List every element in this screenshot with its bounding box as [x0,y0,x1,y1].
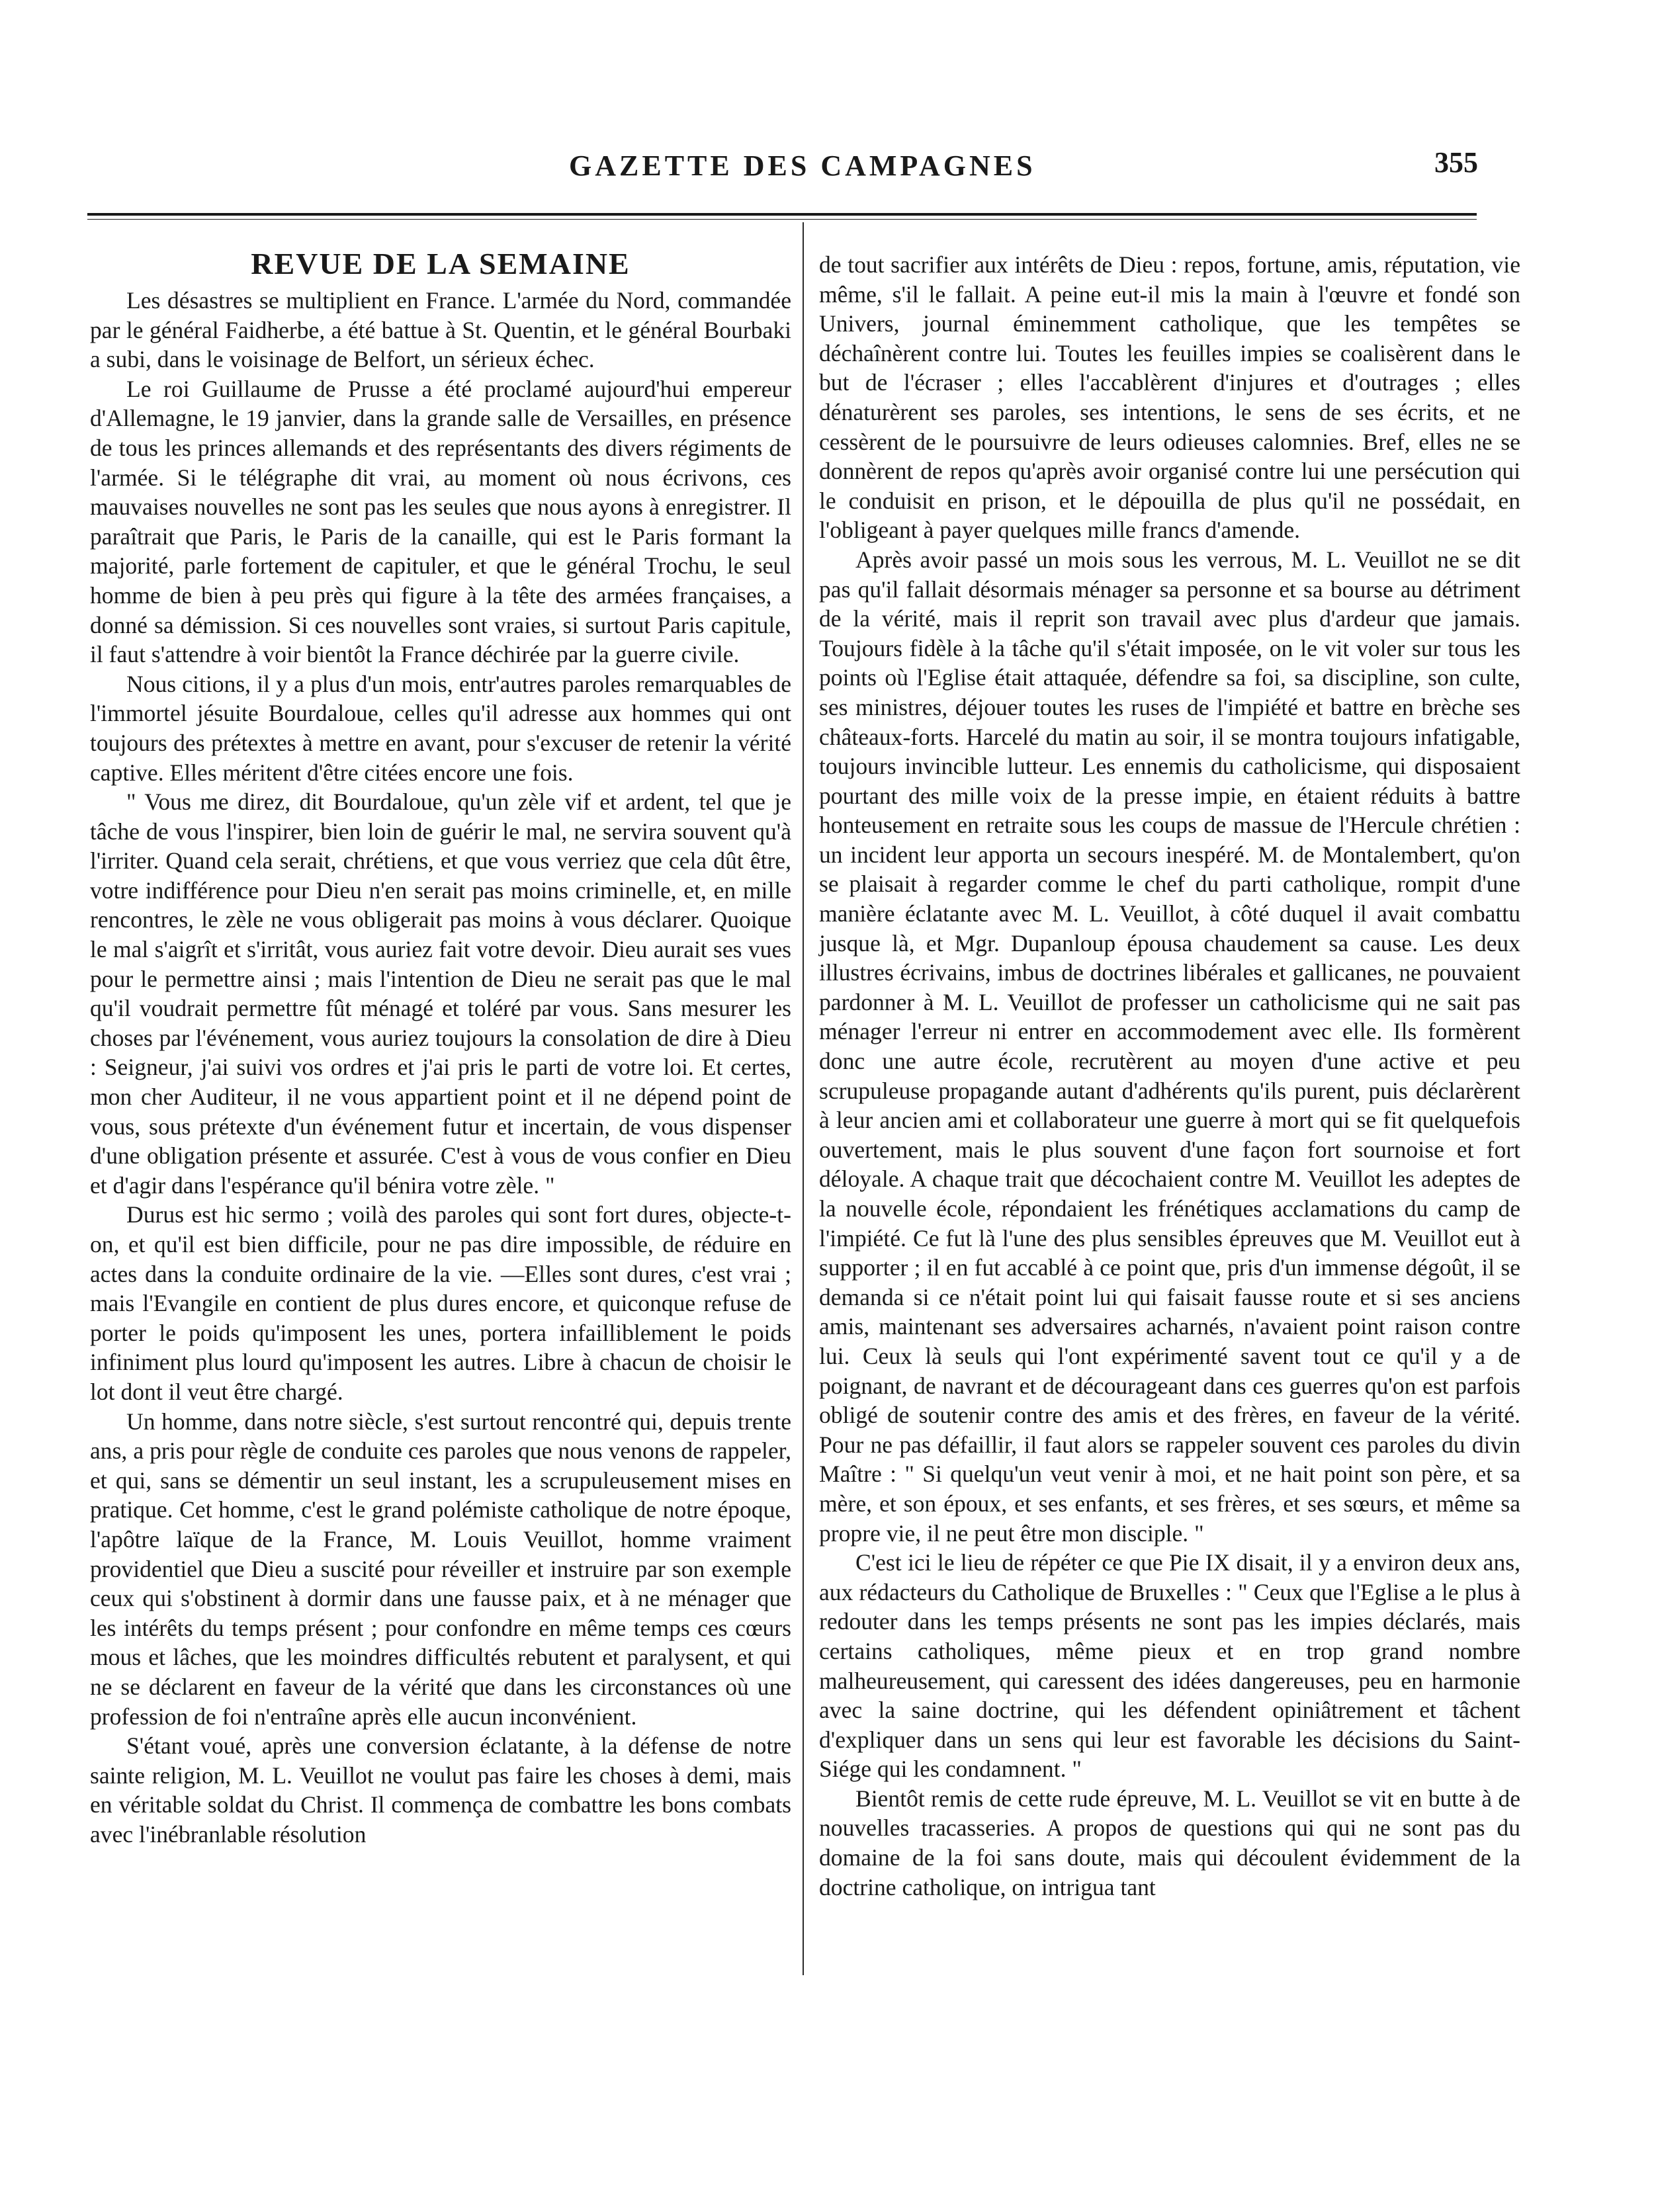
page-number: 355 [1434,146,1478,179]
right-column [819,250,1520,1902]
paragraph: " Vous me direz, dit Bourdaloue, qu'un zèle vif et ardent, tel que je tâche de vous l'inspirer, bien loin de guérir le mal, ne servira souvent qu'à l'irriter. Quand cela serait, chrétiens, et que vous verriez que cela dût être, votre indifférence pour Dieu n'en serait pas moins criminelle, et, en mille rencontres, le zèle ne vous obligerait pas moins à vous déclarer. Quoique le mal s'aigrît et s'irritât, vous auriez fait votre devoir. Dieu aurait ses vues pour le permettre ainsi ; mais l'intention de Dieu ne serait pas que le mal qu'il voudrait permettre fût ménagé et toléré par vous. Sans mesurer les choses par l'événement, vous auriez toujours la consolation de dire à Dieu : Seigneur, j'ai suivi vos ordres et j'ai pris le parti de votre loi. Et certes, mon cher Auditeur, il ne vous appartient point et il ne dépend point de vous, sous prétexte d'un événement futur et incertain, de vous dispenser d'une obligation présente et assurée. C'est à vous de vous confier en Dieu et d'agir dans l'espérance qu'il bénira votre zèle. " [90,788,791,1199]
paragraph: de tout sacrifier aux intérêts de Dieu : repos, fortune, amis, réputation, vie même, s'il le fallait. A peine eut-il mis la main à l'œuvre et fondé son Univers, journal éminemment catholique, que les tempêtes se déchaînèrent contre lui. Toutes les feuilles impies se coalisèrent dans le but de l'écraser ; elles l'accablèrent d'injures et d'outrages ; elles dénaturèrent ses paroles, ses intentions, le sens de ses écrits, et ne cessèrent de le poursuivre de leurs odieuses calomnies. Bref, elles ne se donnèrent de repos qu'après avoir organisé contre lui une persécution qui le conduisit en prison, et le dépouilla de plus qu'il ne possédait, en l'obligeant à payer quelques mille francs d'amende. [819,251,1520,544]
paragraph: Les désastres se multiplient en France. L'armée du Nord, commandée par le général Faidherbe, a été battue à St. Quentin, et le général Bourbaki a subi, dans le voisinage de Belfort, un sérieux échec. [90,287,791,373]
section-title: REVUE DE LA SEMAINE [251,247,631,280]
column-divider [803,222,804,1975]
paragraph: Le roi Guillaume de Prusse a été proclamé aujourd'hui empereur d'Allemagne, le 19 janvier, dans la grande salle de Versailles, en présence de tous les princes allemands et des représentants des divers régiments de l'armée. Si le télégraphe dit vrai, au moment où nous écrivons, ces mauvaises nouvelles ne sont pas les seules que nous ayons à enregistrer. Il paraîtrait que Paris, le Paris de la canaille, qui est le Paris formant la majorité, parle fortement de capituler, et que le général Trochu, le seul homme de bien à peu près qui figure à la tête des armées françaises, a donné sa démission. Si ces nouvelles sont vraies, si surtout Paris capitule, il faut s'attendre à voir bientôt la France déchirée par la guerre civile. [90,375,791,668]
paragraph: Un homme, dans notre siècle, s'est surtout rencontré qui, depuis trente ans, a pris pour règle de conduite ces paroles que nous venons de rappeler, et qui, sans se démentir un seul instant, les a scrupuleusement mises en pratique. Cet homme, c'est le grand polémiste catholique de notre époque, l'apôtre laïque de la France, M. Louis Veuillot, homme vraiment providentiel que Dieu a suscité pour réveiller et instruire par son exemple ceux qui s'obstinent à dormir dans une fausse paix, et à ne ménager que les intérêts du temps présent ; pour confondre en même temps ces cœurs mous et lâches, que les moindres difficultés rebutent et paralysent, et qui ne se déclarent en faveur de la vérité que dans les circonstances où une profession de foi n'entraîne après elle aucun inconvénient. [90,1408,791,1730]
left-column [90,247,791,1849]
paragraph: Après avoir passé un mois sous les verrous, M. L. Veuillot ne se dit pas qu'il fallait désormais ménager sa personne et sa bourse au détriment de la vérité, mais il reprit son travail avec plus d'ardeur que jamais. Toujours fidèle à la tâche qu'il s'était imposée, on le vit voler sur tous les points où l'Eglise était attaquée, défendre sa foi, sa discipline, son culte, ses ministres, déjouer toutes les ruses de l'impiété et battre en brèche ses châteaux-forts. Harcelé du matin au soir, il se montra toujours infatigable, toujours invincible lutteur. Les ennemis du catholicisme, qui disposaient pourtant des mille voix de la presse impie, en étaient réduits à battre honteusement en retraite sous les coups de massue de l'Hercule chrétien : un incident leur apporta un secours inespéré. M. de Montalembert, qu'on se plaisait à regarder comme le chef du parti catholique, rompit d'une manière éclatante avec M. L. Veuillot, à côté duquel il avait combattu jusque là, et Mgr. Dupanloup épousa chaudement sa cause. Les deux illustres écrivains, imbus de doctrines libérales et gallicanes, ne pouvaient pardonner à M. L. Veuillot de professer un catholicisme qui ne sait pas ménager l'erreur ni entrer en accommodement avec elle. Ils formèrent donc une autre école, recrutèrent au moyen d'une active et peu scrupuleuse propagande autant d'adhérents qu'ils purent, puis déclarèrent à leur ancien ami et collaborateur une guerre à mort qui se fit quelquefois ouvertement, mais le plus souvent d'une façon fort sournoise et fort déloyale. A chaque trait que décochaient contre M. Veuillot les adeptes de la nouvelle école, répondaient les frénétiques acclamations du camp de l'impiété. Ce fut là l'une des plus sensibles épreuves que M. Veuillot eut à supporter ; il en fut accablé à ce point que, pris d'un immense dégoût, il se demanda si ce n'était point lui qui faisait fausse route et si ses anciens amis, maintenant ses adversaires acharnés, n'avaient point raison contre lui. Ceux là seuls qui l'ont expérimenté savent tout ce qu'il y a de poignant, de navrant et de décourageant dans ces guerres qu'on est parfois obligé de soutenir contre des amis et des frères, en faveur de la vérité. Pour ne pas défaillir, il faut alors se rappeler souvent ces paroles du divin Maître : " Si quelqu'un veut venir à moi, et ne hait point son père, et sa mère, et son époux, et ses enfants, et ses frères, et ses sœurs, et même sa propre vie, il ne peut être mon disciple. " [819,546,1520,1547]
paragraph: S'étant voué, après une conversion éclatante, à la défense de notre sainte religion, M. L. Veuillot ne voulut pas faire les choses à demi, mais en véritable soldat du Christ. Il commença de combattre les bons combats avec l'inébranlable résolution [90,1732,791,1848]
header-rule [87,213,1477,216]
paragraph: Nous citions, il y a plus d'un mois, entr'autres paroles remarquables de l'immortel jésuite Bourdaloue, celles qu'il adresse aux hommes qui ont toujours des prétextes à mettre en avant, pour s'excuser de retenir la vérité captive. Elles méritent d'être citées encore une fois. [90,670,791,786]
paragraph: C'est ici le lieu de répéter ce que Pie IX disait, il y a environ deux ans, aux rédacteurs du Catholique de Bruxelles : " Ceux que l'Eglise a le plus à redouter dans les temps présents ne sont pas les impies déclarés, mais certains catholiques, même pieux et en trop grand nombre malheureusement, qui caressent des idées dangereuses, peu en harmonie avec la saine doctrine, qui les défendent opiniâtrement et tâchent d'expliquer dans un sens qui leur est favorable les décisions du Saint-Siége qui les condamnent. " [819,1549,1520,1783]
header-rule-thin [87,219,1477,220]
paragraph: Durus est hic sermo ; voilà des paroles qui sont fort dures, objecte-t-on, et qu'il est bien difficile, pour ne pas dire impossible, de réduire en actes dans la conduite ordinaire de la vie. —Elles sont dures, c'est vrai ; mais l'Evangile en contient de plus dures encore, et quiconque refuse de porter le poids qu'imposent les unes, portera infailliblement le poids infiniment plus lourd qu'imposent les autres. Libre à chacun de choisir le lot dont il veut être chargé. [90,1201,791,1405]
paragraph: Bientôt remis de cette rude épreuve, M. L. Veuillot se vit en butte à de nouvelles tracasseries. A propos de questions qui qui ne sont pas du domaine de la foi sans doute, mais qui découlent évidemment de la doctrine catholique, on intrigua tant [819,1785,1520,1900]
running-head: GAZETTE DES CAMPAGNES [569,149,1036,182]
